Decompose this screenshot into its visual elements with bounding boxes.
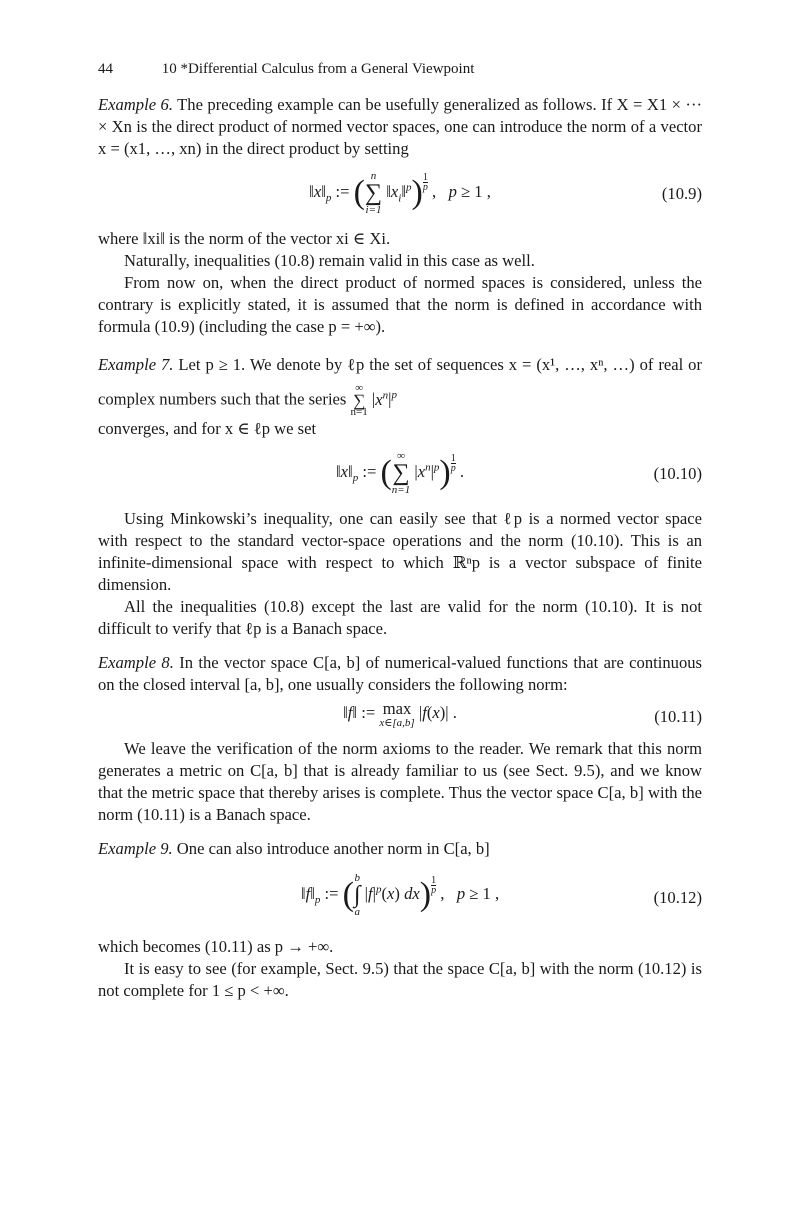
example-9-text: One can also introduce another norm in C[a, b] bbox=[172, 839, 490, 859]
equation-10-11: ‖f‖ := max x∈[a,b] |f(x)| . (10.11) bbox=[343, 699, 702, 730]
equation-10-9: $‖x‖_p$ := ( n ∑ i=1 $‖x_i‖^p$) $\frac{1}{p}$ , p ≥ 1 , (10.9) bbox=[309, 170, 702, 216]
example-7-after-1: Using Minkowski’s inequality, one can easily see that ℓp is a normed vector space with respect to the standard vector-space operations and the norm (10.10). This is an infinite-dimensional space with respect to which ℝⁿp is a vector subspace of finite dimension. bbox=[98, 509, 702, 595]
example-8-paragraph bbox=[98, 652, 702, 696]
example-9-after-2: It is easy to see (for example, Sect. 9.5) that the space C[a, b] with the norm (10.12) is not complete for 1 ≤ p < +∞. bbox=[98, 959, 702, 1001]
example-9-after-1: which becomes (10.11) as p → +∞. bbox=[98, 937, 334, 957]
example-7-text-a: Let p ≥ 1. We denote by ℓp the set of sequences x = (x¹, …, xⁿ, …) of real or complex numbers such that the series bbox=[98, 355, 702, 409]
equation-number: (10.11) bbox=[654, 707, 702, 727]
equation-10-12: $‖f‖_p$ := ( b ∫ a $|f|^p(x)$ dx) $\frac{1}{p}$ , p ≥ 1 , (10.12) bbox=[300, 872, 702, 919]
example-6-text: The preceding example can be usefully generalized as follows. If X = X1 × ··· × Xn is the direct product of normed vector spaces, one can introduce the norm of a vector x = (x1, …, xn) in the direct product by setting bbox=[98, 95, 702, 158]
equation-number: (10.9) bbox=[661, 184, 702, 203]
example-6-after-1: where ‖xi‖ is the norm of the vector xi ∈ Xi. bbox=[98, 229, 391, 248]
page-number: 44 bbox=[98, 61, 113, 77]
example-6-after-2: Naturally, inequalities (10.8) remain valid in this case as well. bbox=[124, 251, 535, 270]
example-6-paragraph bbox=[98, 94, 702, 160]
equation-number: (10.10) bbox=[653, 464, 702, 484]
example-9-paragraph bbox=[98, 838, 702, 860]
example-8-label: Example 8. bbox=[98, 653, 174, 673]
example-9-label: Example 9. bbox=[98, 839, 173, 859]
page bbox=[98, 58, 702, 1002]
equation-10-10: $‖x‖_p$ := ( ∞ ∑ n=1 $|x^n|^p$) $\frac{1}{p}$ . (10.10) bbox=[335, 450, 702, 497]
example-7-text-b: converges, and for x ∈ ℓp we set bbox=[98, 419, 317, 439]
example-7-label: Example 7. bbox=[98, 355, 174, 374]
example-8-text: In the vector space C[a, b] of numerical-valued functions that are continuous on the closed interval [a, b], one usually considers the following norm: bbox=[98, 653, 702, 695]
example-7-paragraph: Example 7. Let p ≥ 1. We denote by ℓp the set of sequences x = (x¹, …, xⁿ, …) of real or complex numbers such that the series ∞ ∑ n=1 $|x^n|^p$ bbox=[98, 355, 702, 419]
running-header bbox=[98, 58, 702, 80]
example-8-after-1: We leave the verification of the norm axioms to the reader. We remark that this norm generates a metric on C[a, b] that is already familiar to us (see Sect. 9.5), and we know that the metric space that thereby arises is complete. Thus the vector space C[a, b] with the norm (10.11) is a Banach space. bbox=[98, 739, 702, 825]
example-6-after-3: From now on, when the direct product of normed spaces is considered, unless the contrary is explicitly stated, it is assumed that the norm is defined in accordance with formula (10.9) (including the case p = +∞). bbox=[98, 273, 702, 336]
example-7-after-2: All the inequalities (10.8) except the last are valid for the norm (10.10). It is not difficult to verify that ℓp is a Banach space. bbox=[98, 597, 702, 639]
running-title: 10 *Differential Calculus from a General Viewpoint bbox=[161, 61, 475, 77]
example-6-label: Example 6. bbox=[98, 95, 173, 114]
equation-number: (10.12) bbox=[653, 888, 702, 908]
